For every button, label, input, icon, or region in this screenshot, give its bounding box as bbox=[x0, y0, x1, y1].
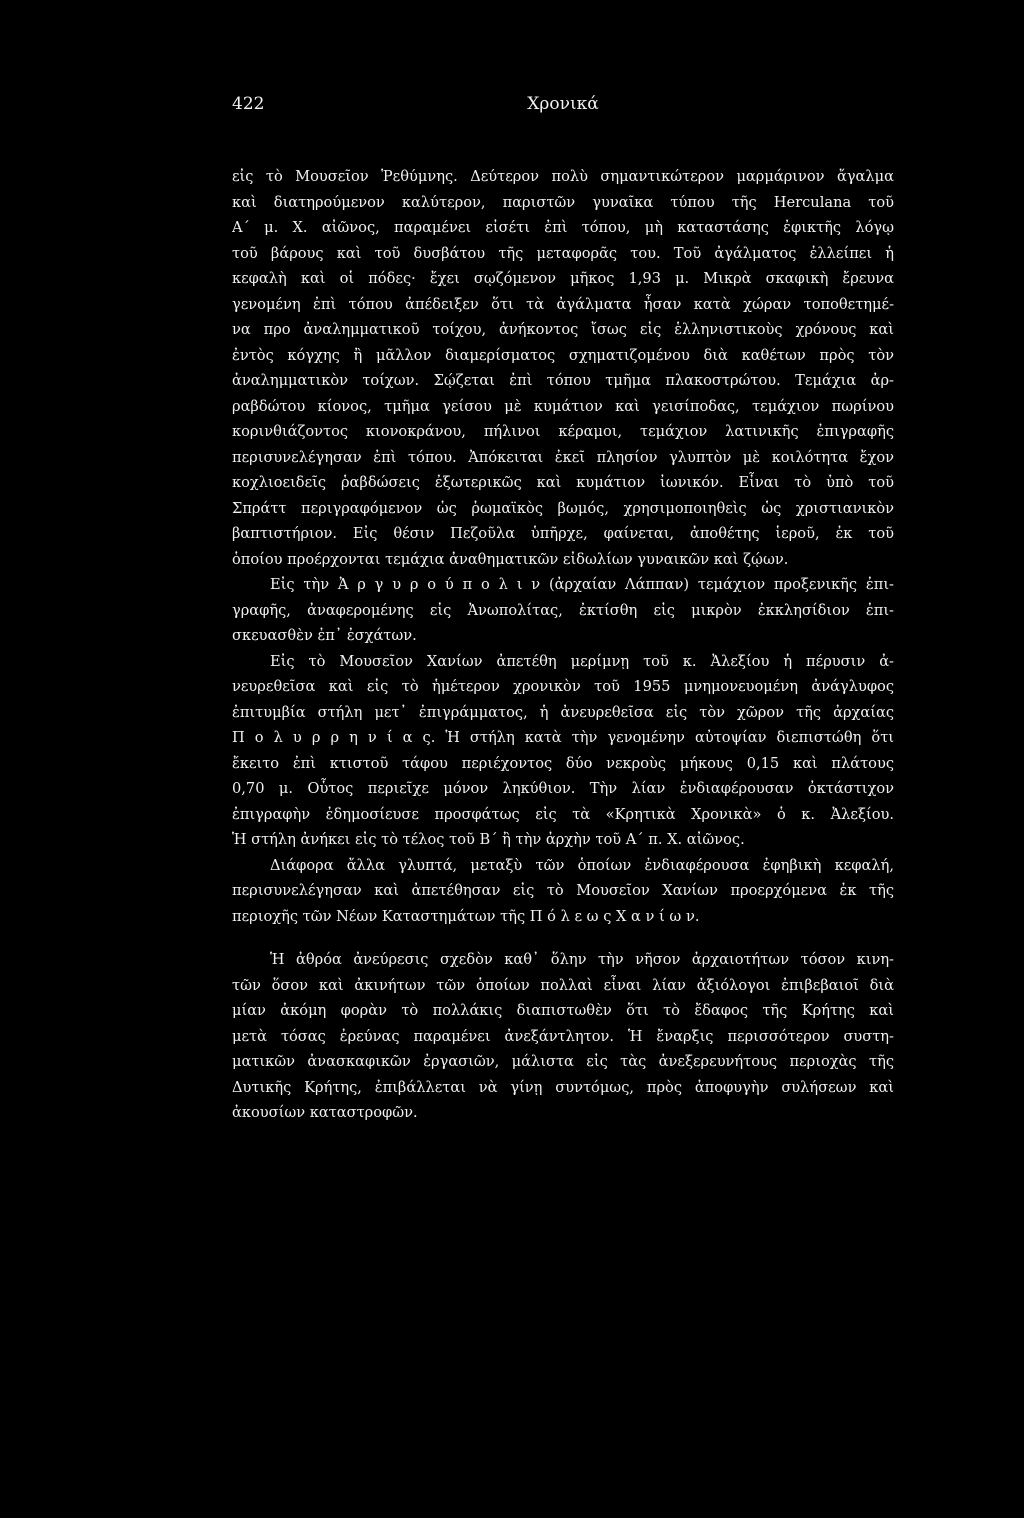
text-line: ρικῶν Μελετῶν κατὰ τὸ 1956, ὡς καὶ κατὰ τὰ προηγούμενα ἔτη. Οὕτω κατόπιν bbox=[232, 1293, 894, 1308]
text-line: σκευασθὲν ἐπ᾽ ἐσχάτων. bbox=[232, 627, 417, 644]
text-line: Σπράττ περιγραφόμενον ὡς ῥωμαϊκὸς βωμός, χρησιμοποιηθεὶς ὡς χριστιανικὸν bbox=[232, 500, 894, 517]
text-line: Π ο λ υ ρ ρ η ν ί α ς. Ἡ στήλη κατὰ τὴν γενομένην αὐτοψίαν διεπιστώθη ὅτι bbox=[232, 729, 894, 746]
text-line: ἀναλημματικὸν τοίχων. Σῴζεται ἐπὶ τόπου τμῆμα πλακοστρώτου. Τεμάχια ἀρ- bbox=[232, 372, 894, 389]
text-line: εἰς τὸ Μουσεῖον Ῥεθύμνης. Δεύτερον πολὺ σημαντικώτερον μαρμάρινον ἄγαλμα bbox=[232, 168, 894, 185]
text-line: μετὰ τόσας ἐρεύνας παραμένει ἀνεξάντλητον. Ἡ ἔναρξις περισσότερον συστη- bbox=[232, 1028, 894, 1045]
text-line: γραφῆς, ἀναφερομένης εἰς Ἀνωπολίτας, ἐκτίσθη εἰς μικρὸν ἐκκλησίδιον ἐπι- bbox=[232, 602, 894, 619]
text-line: βαπτιστήριον. Εἰς θέσιν Πεζοῦλα ὑπῆρχε, φαίνεται, ἀποθέτης ἱεροῦ, ἐκ τοῦ bbox=[232, 525, 894, 542]
text-line: ἐπιτυμβία στήλη μετ᾽ ἐπιγράμματος, ἡ ἀνευρεθεῖσα εἰς τὸν χῶρον τῆς ἀρχαίας bbox=[232, 704, 894, 721]
text-line: νευρεθεῖσα καὶ εἰς τὸ ἡμέτερον χρονικὸν τοῦ 1955 μνημονευομένη ἀνάγλυφος bbox=[232, 678, 894, 695]
text-line: τῶν ὅσον καὶ ἀκινήτων τῶν ὁποίων πολλαὶ εἶναι λίαν ἀξιόλογοι ἐπιβεβαιοῖ διὰ bbox=[232, 977, 894, 994]
text-line: Εἰς τὸ Μουσεῖον Χανίων ἀπετέθη μερίμνῃ τοῦ κ. Ἀλεξίου ἡ πέρυσιν ἀ- bbox=[270, 653, 894, 670]
text-line: γράφη σύμβασις μετὰ τοῦ Δήμου Ἡρακλείου, διὰ τῆς ὁποίας ὁ Δῆμος παρέδωσεν bbox=[232, 1341, 894, 1356]
text-line: κοχλιοειδεῖς ῥαβδώσεις ἐξωτερικῶς καὶ κυμάτιον ἰωνικόν. Εἶναι τὸ ὑπὸ τοῦ bbox=[232, 474, 894, 491]
text-line: ἔκειτο ἐπὶ κτιστοῦ τάφου περιέχοντος δύο νεκροὺς μήκους 0,15 καὶ πλάτους bbox=[232, 755, 894, 772]
running-title: Χρονικά bbox=[527, 94, 599, 114]
text-line: γενομένη ἐπὶ τόπου ἀπέδειξεν ὅτι τὰ ἀγάλματα ἦσαν κατὰ χώραν τοποθετημέ- bbox=[232, 296, 894, 313]
text-line: τοῦ βάρους καὶ τοῦ δυσβάτου τῆς μεταφορᾶς του. Τοῦ ἀγάλματος ἐλλείπει ἡ bbox=[232, 245, 894, 262]
text-line: Α΄ μ. Χ. αἰῶνος, παραμένει εἰσέτι ἐπὶ τόπου, μὴ καταστάσης ἐφικτῆς λόγῳ bbox=[232, 219, 894, 236]
text-line: ὁποίου προέρχονται τεμάχια ἀναθηματικῶν εἰδωλίων γυναικῶν καὶ ζῴων. bbox=[232, 551, 789, 568]
text-line: περισυνελέγησαν ἐπὶ τόπου. Ἀπόκειται ἐκεῖ πλησίον γλυπτὸν μὲ κοιλότητα ἔχον bbox=[232, 449, 894, 466]
text-line: περιοχῆς τῶν Νέων Καταστημάτων τῆς Π ό λ ε ω ς Χ α ν ί ω ν. bbox=[232, 908, 700, 925]
text-line: να προ ἀναλημματικοῦ τοίχου, ἀνήκοντος ἴσως εἰς ἑλληνιστικοὺς χρόνους καὶ bbox=[232, 321, 894, 338]
author-signature: Ν. ΠΛΑΤΩΝ bbox=[706, 1138, 808, 1159]
text-line: Διάφορα ἄλλα γλυπτά, μεταξὺ τῶν ὁποίων ἐνδιαφέρουσα ἐφηβικὴ κεφαλή, bbox=[270, 857, 894, 874]
page-header bbox=[232, 94, 894, 120]
text-line: καὶ διατηρούμενον καλύτερον, παριστῶν γυναῖκα τύπου τῆς Herculana τοῦ bbox=[232, 194, 894, 211]
section-title: ΤΟ ΕΡΓΟΝ ΤΗΣ ΕΤΑΙΡΙΑΣ ΚΡΗΤΙΚΩΝ ΙΣΤΟΡΙΚΩΝ ΜΕΛΕΤΩΝ ΚΑΤΑ ΤΟ 1956 bbox=[274, 1218, 852, 1237]
text-line: κορινθιάζοντος κιονοκράνου, πήλινοι κέραμοι, τεμάχιον λατινικῆς ἐπιγραφῆς bbox=[232, 423, 894, 440]
text-line: Ἡ στήλη ἀνήκει εἰς τὸ τέλος τοῦ Β΄ ἢ τὴν ἀρχὴν τοῦ Α΄ π. Χ. αἰῶνος. bbox=[232, 831, 745, 848]
text-line: Ἡ ἀθρόα ἀνεύρεσις σχεδὸν καθ᾽ ὅλην τὴν νῆσον ἀρχαιοτήτων τόσον κινη- bbox=[270, 951, 894, 968]
text-line: Εἰς τὴν Ἀ ρ γ υ ρ ο ύ π ο λ ι ν (ἀρχαίαν Λάππαν) τεμάχιον προξενικῆς ἐπι- bbox=[270, 576, 894, 593]
page-number: 422 bbox=[232, 94, 265, 114]
text-line: 0,70 μ. Οὗτος περιεῖχε μόνον ληκύθιον. Τὴν λίαν ἐνδιαφέρουσαν ὀκτάστιχον bbox=[232, 780, 894, 797]
text-line: ἐπιγραφὴν ἐδημοσίευσε προσφάτως εἰς τὰ «Κρητικὰ Χρονικὰ» ὁ κ. Ἀλεξίου. bbox=[232, 806, 894, 823]
text-line: Σημαντικὴν δρᾶσιν ἔχει νὰ ἐπιδείξῃ ἡ ἐν Ἡρακλείῳ Ἑταιρία Κρητικῶν Ἱστο- bbox=[270, 1269, 894, 1284]
text-line: Δυτικῆς Κρήτης, ἐπιβάλλεται νὰ γίνῃ συντόμως, πρὸς ἀποφυγὴν συλήσεων καὶ bbox=[232, 1079, 894, 1096]
text-line: κεφαλὴ καὶ οἱ πόδες· ἔχει σῳζόμενον μῆκος 1,93 μ. Μικρὰ σκαφικὴ ἔρευνα bbox=[232, 270, 894, 287]
text-line: ἀκουσίων καταστροφῶν. bbox=[232, 1104, 418, 1121]
text-line: ἐντὸς κόγχης ἢ μᾶλλον διαμερίσματος σχηματιζομένου διὰ καθέτων πρὸς τὸν bbox=[232, 347, 894, 364]
text-line: ἐξουσιοδοτήσεως παρασχεθείσης ὑπὸ τῆς Ε΄ τακτικῆς ἐτησίας συνελεύσεως ὑπε- bbox=[232, 1317, 894, 1332]
text-line: μίαν ἀκόμη φορὰν τὸ πολλάκις διαπιστωθὲν ὅτι τὸ ἔδαφος τῆς Κρήτης καὶ bbox=[232, 1002, 894, 1019]
text-line: περισυνελέγησαν καὶ ἀπετέθησαν εἰς τὸ Μουσεῖον Χανίων προερχόμενα ἐκ τῆς bbox=[232, 882, 894, 899]
text-line: ματικῶν ἀνασκαφικῶν ἐργασιῶν, μάλιστα εἰς τὰς ἀνεξερευνήτους περιοχὰς τῆς bbox=[232, 1053, 894, 1070]
text-line: ραβδώτου κίονος, τμῆμα γείσου μὲ κυμάτιον καὶ γεισίποδας, τεμάχιον πωρίνου bbox=[232, 398, 894, 415]
